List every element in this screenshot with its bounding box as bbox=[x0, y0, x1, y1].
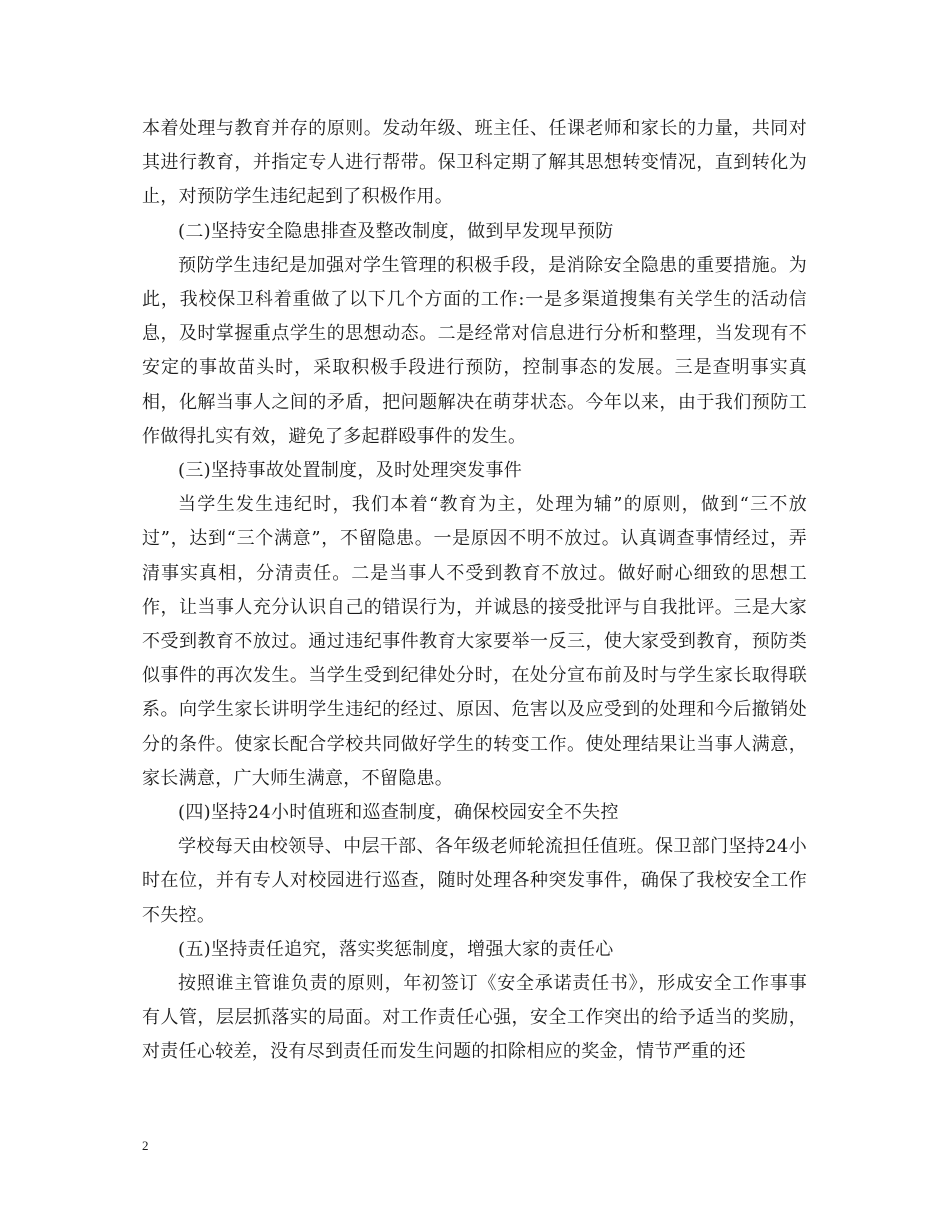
section-heading-2: (二)坚持安全隐患排查及整改制度，做到早发现早预防 bbox=[178, 220, 614, 242]
paragraph-duty-patrol: 学校每天由校领导、中层干部、各年级老师轮流担任值班。保卫部门坚持24小时在位，并有专人对校园进行巡查，随时处理各种突发事件，确保了我校安全工作不失控。 bbox=[142, 836, 807, 926]
section-heading-3: (三)坚持事故处置制度，及时处理突发事件 bbox=[178, 460, 523, 482]
page-number: 2 bbox=[142, 1138, 149, 1153]
body-text bbox=[142, 112, 807, 1070]
paragraph-responsibility: 按照谁主管谁负责的原则，年初签订《安全承诺责任书》，形成安全工作事事有人管，层层抓落实的局面。对工作责任心强，安全工作突出的给予适当的奖励，对责任心较差，没有尽到责任而发生问题的扣除相应的奖金，情节严重的还 bbox=[142, 973, 807, 1063]
paragraph-continuation: 本着处理与教育并存的原则。发动年级、班主任、任课老师和家长的力量，共同对其进行教育，并指定专人进行帮带。保卫科定期了解其思想转变情况，直到转化为止，对预防学生违纪起到了积极作用。 bbox=[142, 118, 807, 208]
paragraph-incident-handling: 当学生发生违纪时，我们本着“教育为主，处理为辅”的原则，做到“三不放过”，达到“三个满意”，不留隐患。一是原因不明不放过。认真调查事情经过，弄清事实真相，分清责任。二是当事人不受到教育不放过。做好耐心细致的思想工作，让当事人充分认识自己的错误行为，并诚恳的接受批评与自我批评。三是大家不受到教育不放过。通过违纪事件教育大家要举一反三，使大家受到教育，预防类似事件的再次发生。当学生受到纪律处分时，在处分宣布前及时与学生家长取得联系。向学生家长讲明学生违纪的经过、原因、危害以及应受到的处理和今后撤销处分的条件。使家长配合学校共同做好学生的转变工作。使处理结果让当事人满意，家长满意，广大师生满意，不留隐患。 bbox=[142, 494, 807, 789]
section-heading-4: (四)坚持24小时值班和巡查制度，确保校园安全不失控 bbox=[178, 802, 619, 824]
section-heading-5: (五)坚持责任追究，落实奖惩制度，增强大家的责任心 bbox=[178, 938, 614, 960]
paragraph-prevention: 预防学生违纪是加强对学生管理的积极手段，是消除安全隐患的重要措施。为此，我校保卫科着重做了以下几个方面的工作:一是多渠道搜集有关学生的活动信息，及时掌握重点学生的思想动态。二是经常对信息进行分析和整理，当发现有不安定的事故苗头时，采取积极手段进行预防，控制事态的发展。三是查明事实真相，化解当事人之间的矛盾，把问题解决在萌芽状态。今年以来，由于我们预防工作做得扎实有效，避免了多起群殴事件的发生。 bbox=[142, 254, 807, 447]
